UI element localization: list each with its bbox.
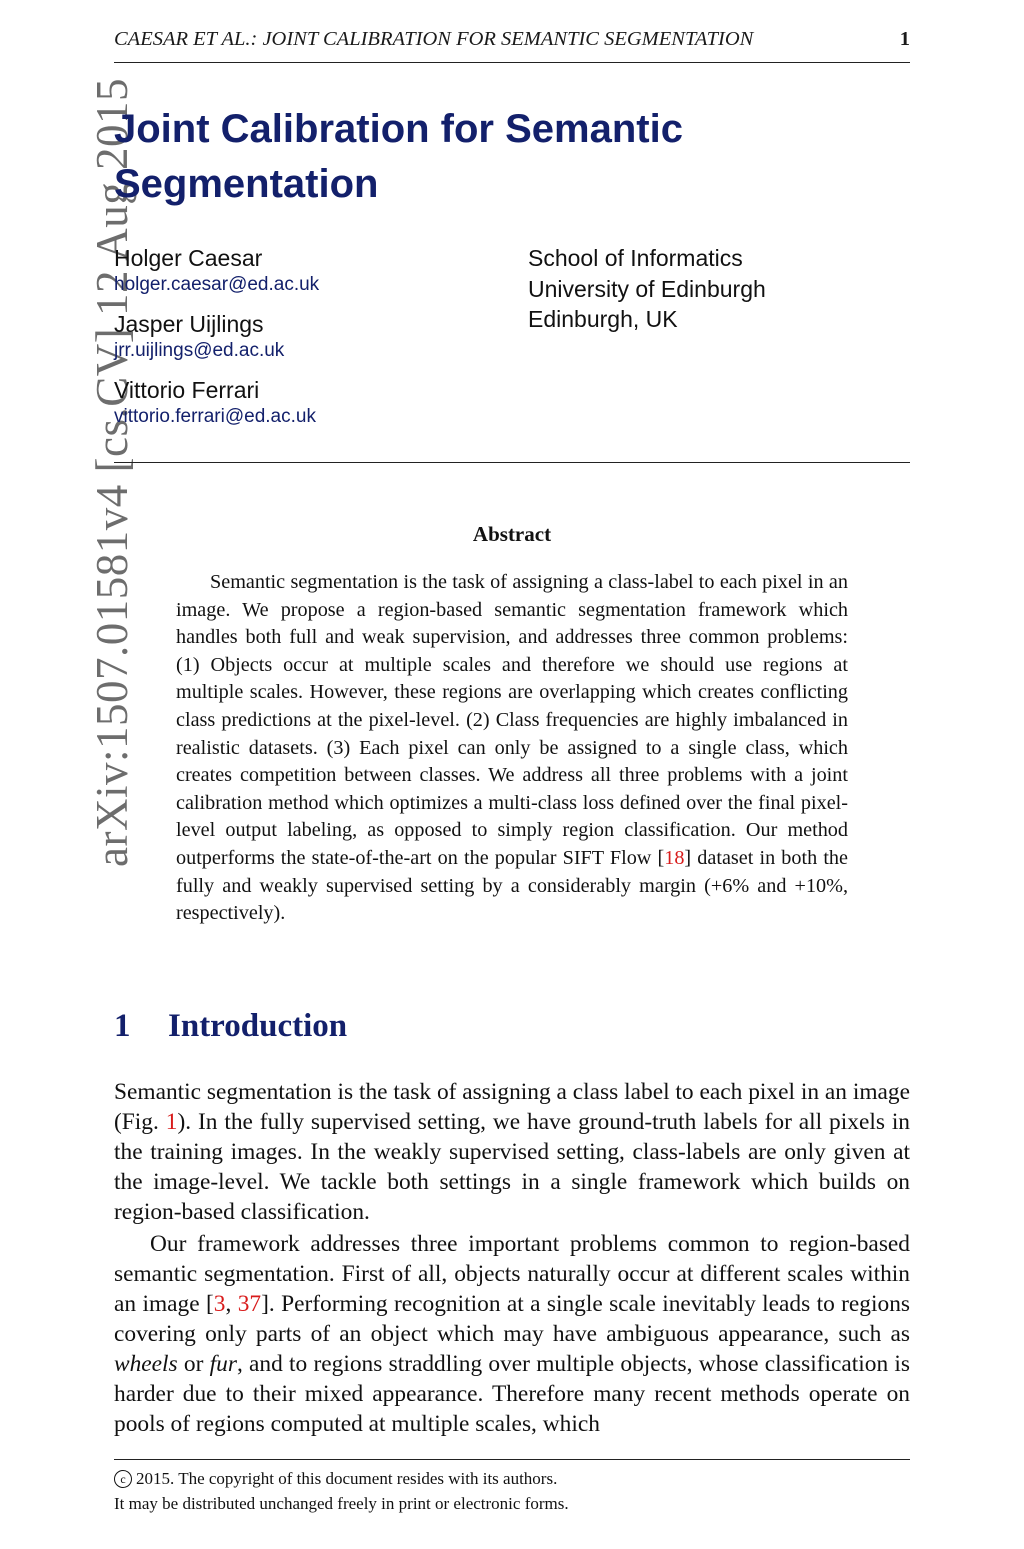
title-block-rule (114, 462, 910, 463)
paragraph-text: ). In the fully supervised setting, we have ground-truth labels for all pixels in the training images. In the weakly supervised setting, class-labels are only given at the image-level. We tackle both settings in a single framework which builds on region-based classification. (114, 1109, 911, 1225)
abstract-text: Semantic segmentation is the task of assigning a class-label to each pixel in an image. We propose a region-based semantic segmentation framework which handles both full and weak supervision, and addresses three common problems: (1) Objects occur at multiple scales and therefore we should use regions at multiple scales. However, these regions are overlapping which creates conflicting class predictions at the pixel-level. (2) Class frequencies are highly imbalanced in realistic datasets. (3) Each pixel can only be assigned to a single class, which creates competition between classes. We address all three problems with a joint calibration method which optimizes a multi-class loss defined over the final pixel-level output labeling, as opposed to simply region classification. Our method outperforms the state-of-the-art on the popular SIFT Flow [ (176, 571, 848, 869)
paper-title: Joint Calibration for Semantic Segmentation (114, 107, 683, 206)
page-number: 1 (899, 28, 910, 50)
intro-paragraph (114, 1077, 910, 1227)
author (114, 243, 514, 297)
paragraph-text: or (177, 1351, 210, 1377)
copyright-footnote (114, 1466, 569, 1516)
author-list (114, 243, 514, 441)
footnote-rule (114, 1459, 910, 1460)
emphasis: wheels (114, 1351, 178, 1377)
author-name: Vittorio Ferrari (114, 377, 260, 403)
affiliation-line: School of Informatics (528, 245, 743, 271)
abstract-heading: Abstract (472, 522, 552, 546)
intro-paragraph (114, 1229, 910, 1439)
author (114, 375, 514, 429)
abstract-body (176, 569, 848, 928)
author-email-link[interactable]: vittorio.ferrari@ed.ac.uk (114, 406, 316, 427)
emphasis: fur (209, 1351, 237, 1377)
abstract-text: ] dataset in both the fully and weakly supervised setting by a considerably margin (+6% and +10%, respectively). (176, 846, 848, 925)
arxiv-stamp: arXiv:1507.01581v4 [cs.CV] 12 Aug 2015 (87, 78, 137, 867)
author-email-link[interactable]: jrr.uijlings@ed.ac.uk (114, 340, 285, 361)
footnote-line: It may be distributed unchanged freely in print or electronic forms. (114, 1494, 569, 1513)
author (114, 309, 514, 363)
author-email-link[interactable]: holger.caesar@ed.ac.uk (114, 274, 320, 295)
figure-ref-link[interactable]: 1 (165, 1109, 178, 1135)
paragraph-text: Semantic segmentation is the task of assigning a class label to each pixel in an image (Fig. (114, 1079, 910, 1135)
copyright-icon: c (114, 1470, 132, 1488)
running-title: CAESAR ET AL.: JOINT CALIBRATION FOR SEMANTIC SEGMENTATION (114, 28, 754, 50)
section-heading-introduction (114, 1008, 347, 1045)
section-title: Introduction (168, 1008, 348, 1044)
running-header (114, 26, 910, 54)
citation-link[interactable]: 18 (664, 846, 685, 869)
affiliation (528, 243, 766, 335)
paragraph-text: ]. Performing recognition at a single scale inevitably leads to regions covering only parts of an object which may have ambiguous appearance, such as (114, 1291, 910, 1347)
citation-link[interactable]: 3 (213, 1291, 226, 1317)
paragraph-text: , (225, 1291, 238, 1317)
header-rule (114, 62, 910, 63)
author-name: Jasper Uijlings (114, 311, 264, 337)
paragraph-text: , and to regions straddling over multiple objects, whose classification is harder due to their mixed appearance. Therefore many recent methods operate on pools of regions computed at multiple scales, which (114, 1351, 910, 1437)
footnote-line: 2015. The copyright of this document resides with its authors. (136, 1469, 558, 1488)
author-name: Holger Caesar (114, 245, 263, 271)
section-number: 1 (114, 1008, 131, 1044)
affiliation-line: University of Edinburgh (528, 275, 766, 302)
paragraph-text: Our framework addresses three important problems common to region-based semantic segmentation. First of all, objects naturally occur at different scales within an image [ (114, 1231, 910, 1317)
affiliation-line: Edinburgh, UK (528, 306, 678, 332)
citation-link[interactable]: 37 (237, 1291, 262, 1317)
